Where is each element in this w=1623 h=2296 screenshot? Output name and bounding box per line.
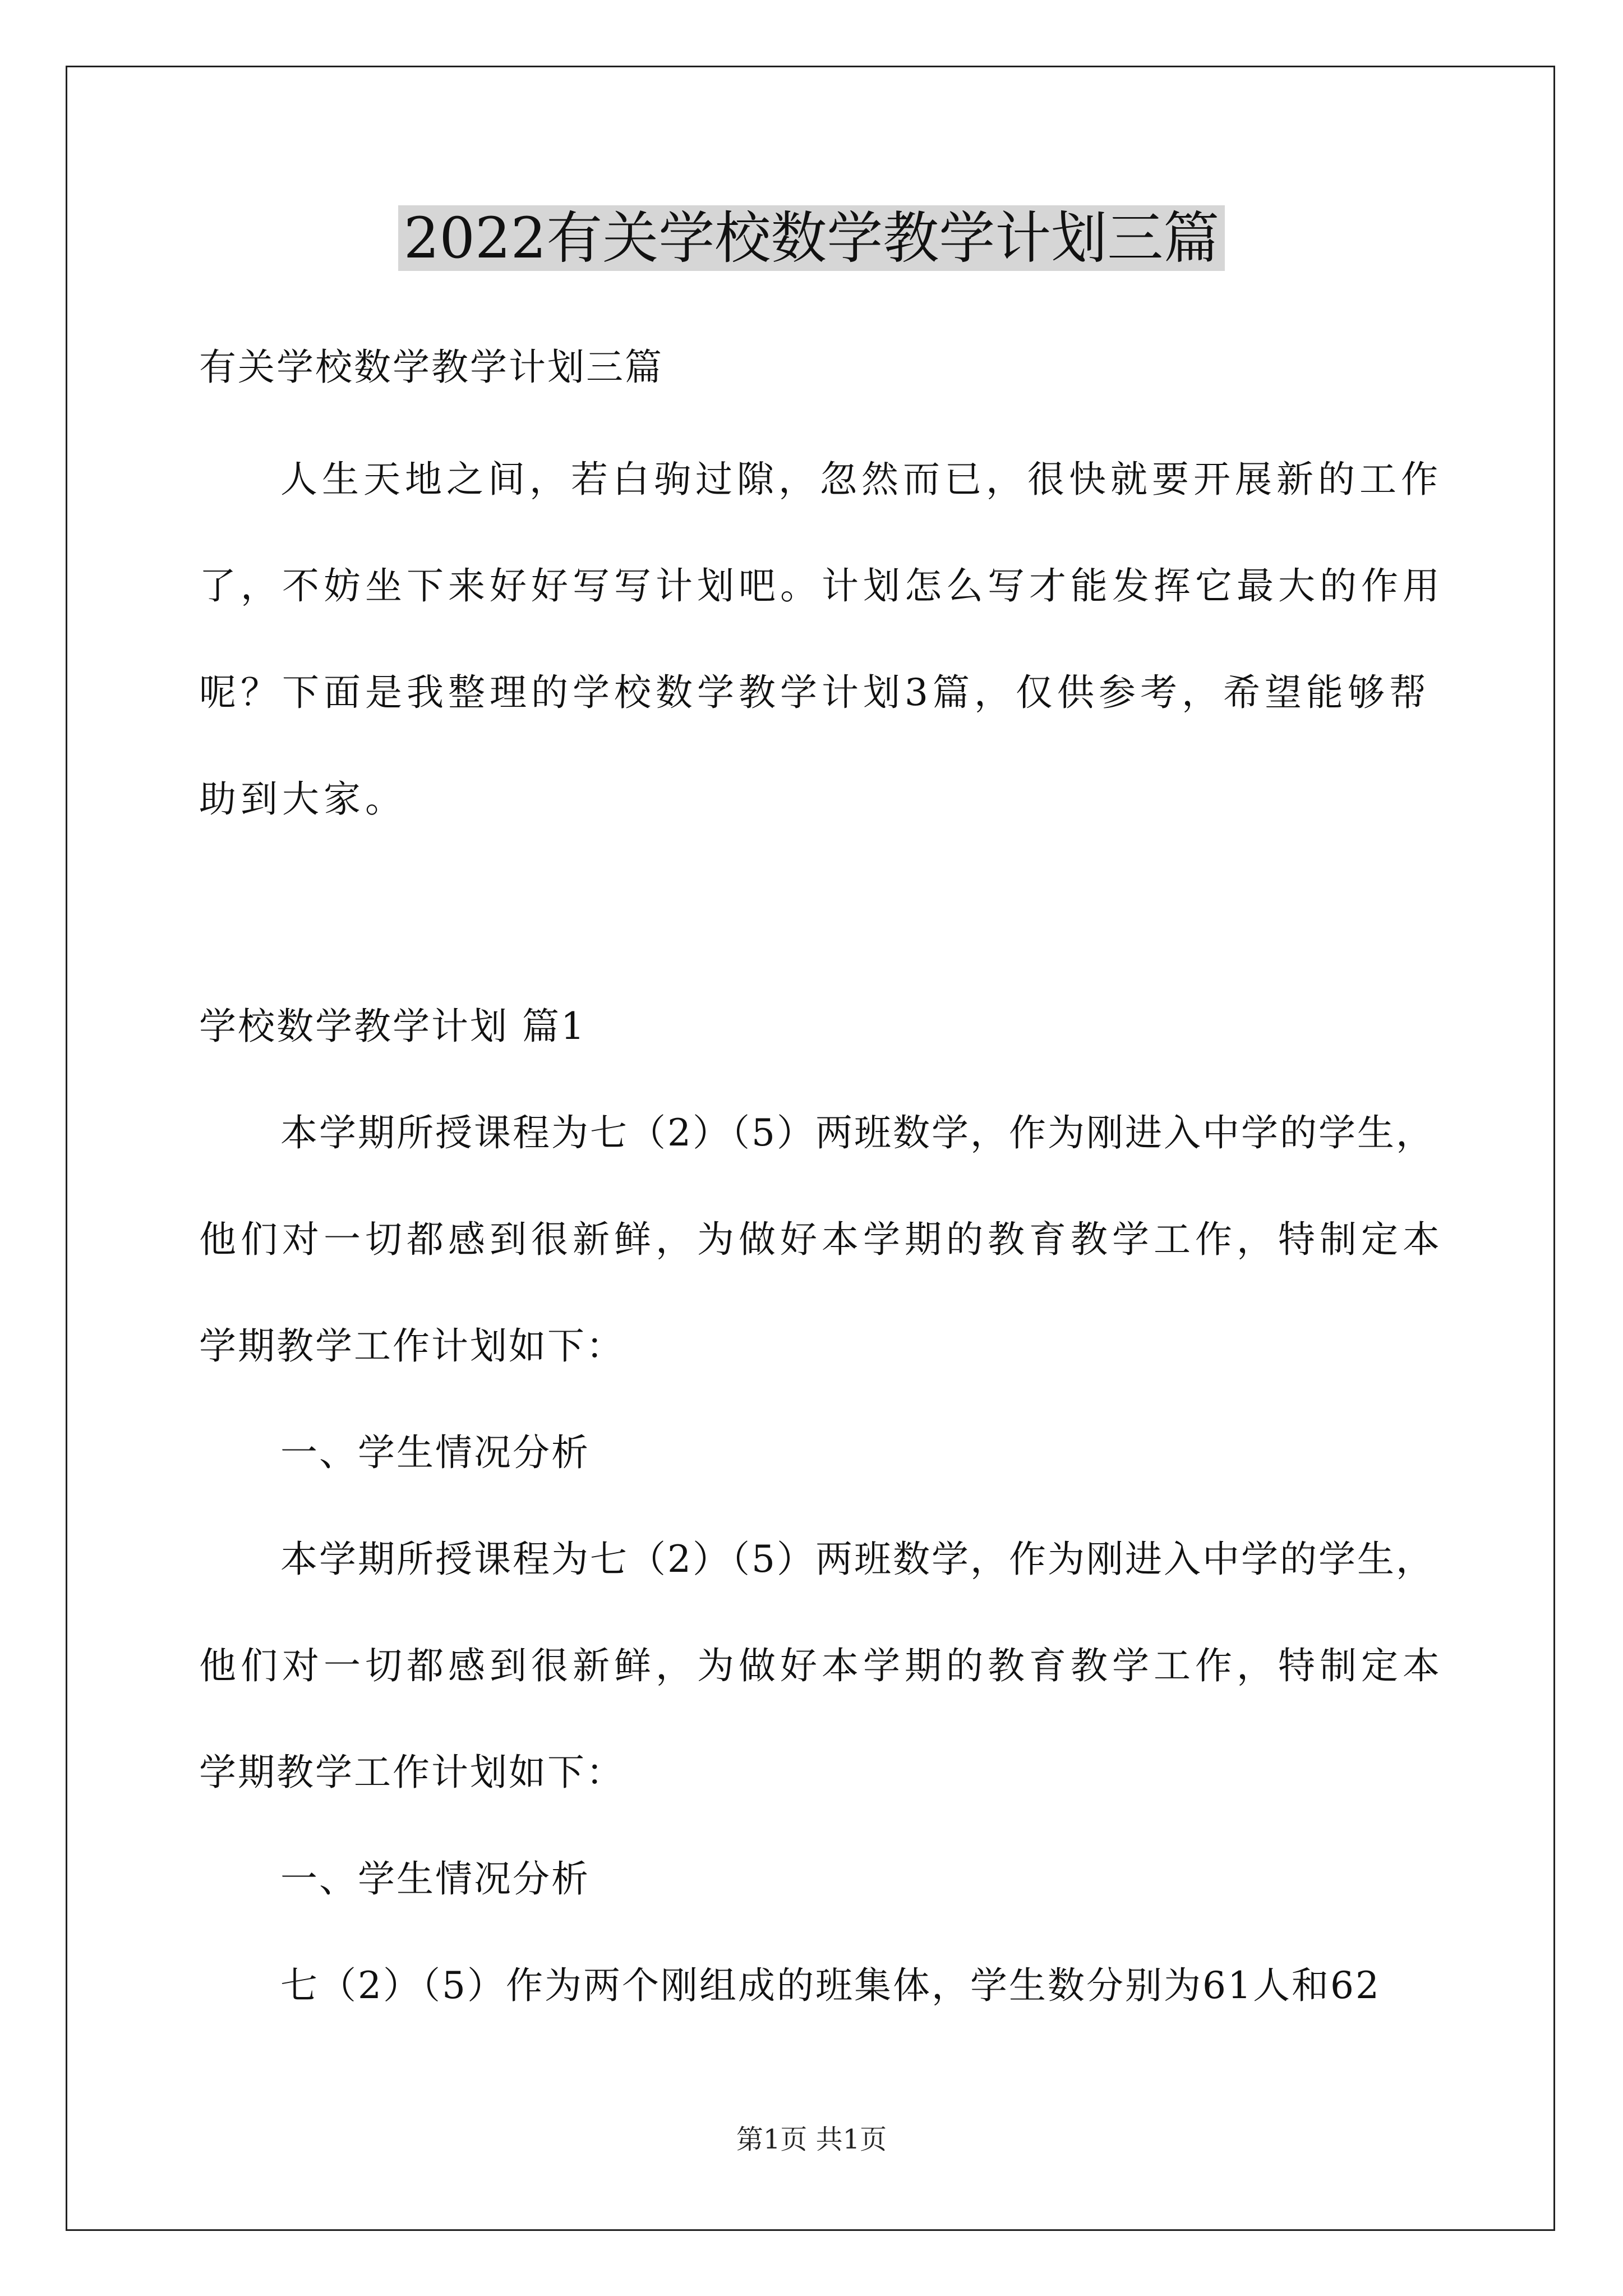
heading-student-analysis-2: 一、学生情况分析 bbox=[280, 1857, 590, 1901]
document-title: 2022有关学校数学教学计划三篇 bbox=[0, 202, 1623, 275]
block1-line-3: 学期教学工作计划如下： bbox=[199, 1324, 625, 1368]
intro-line-2: 了，不妨坐下来好好写写计划吧。计划怎么写才能发挥它最大的作用 bbox=[199, 564, 1444, 608]
heading-student-analysis-1: 一、学生情况分析 bbox=[280, 1431, 590, 1474]
block2-line-2: 他们对一切都感到很新鲜，为做好本学期的教育教学工作，特制定本 bbox=[199, 1644, 1444, 1687]
subtitle: 有关学校数学教学计划三篇 bbox=[199, 346, 663, 389]
section-1 bbox=[199, 973, 1444, 2039]
page-footer: 第1页 共1页 bbox=[736, 2124, 887, 2155]
block2-line-1: 本学期所授课程为七（2）（5）两班数学，作为刚进入中学的学生， bbox=[280, 1538, 1435, 1581]
intro-line-4: 助到大家。 bbox=[199, 777, 407, 821]
section-heading: 学校数学教学计划 篇1 bbox=[199, 1005, 586, 1048]
intro-line-3: 呢？下面是我整理的学校数学教学计划3篇，仅供参考，希望能够帮 bbox=[199, 671, 1431, 714]
document-body bbox=[199, 314, 1424, 421]
block1-line-1: 本学期所授课程为七（2）（5）两班数学，作为刚进入中学的学生， bbox=[280, 1111, 1435, 1154]
block2-line-3: 学期教学工作计划如下： bbox=[199, 1751, 625, 1794]
intro-paragraph bbox=[199, 426, 1444, 853]
block1-line-2: 他们对一切都感到很新鲜，为做好本学期的教育教学工作，特制定本 bbox=[199, 1218, 1444, 1261]
intro-line-1: 人生天地之间，若白驹过隙，忽然而已，很快就要开展新的工作 bbox=[280, 458, 1442, 501]
block3-line-1: 七（2）（5）作为两个刚组成的班集体，学生数分别为61人和62 bbox=[280, 1964, 1381, 2007]
